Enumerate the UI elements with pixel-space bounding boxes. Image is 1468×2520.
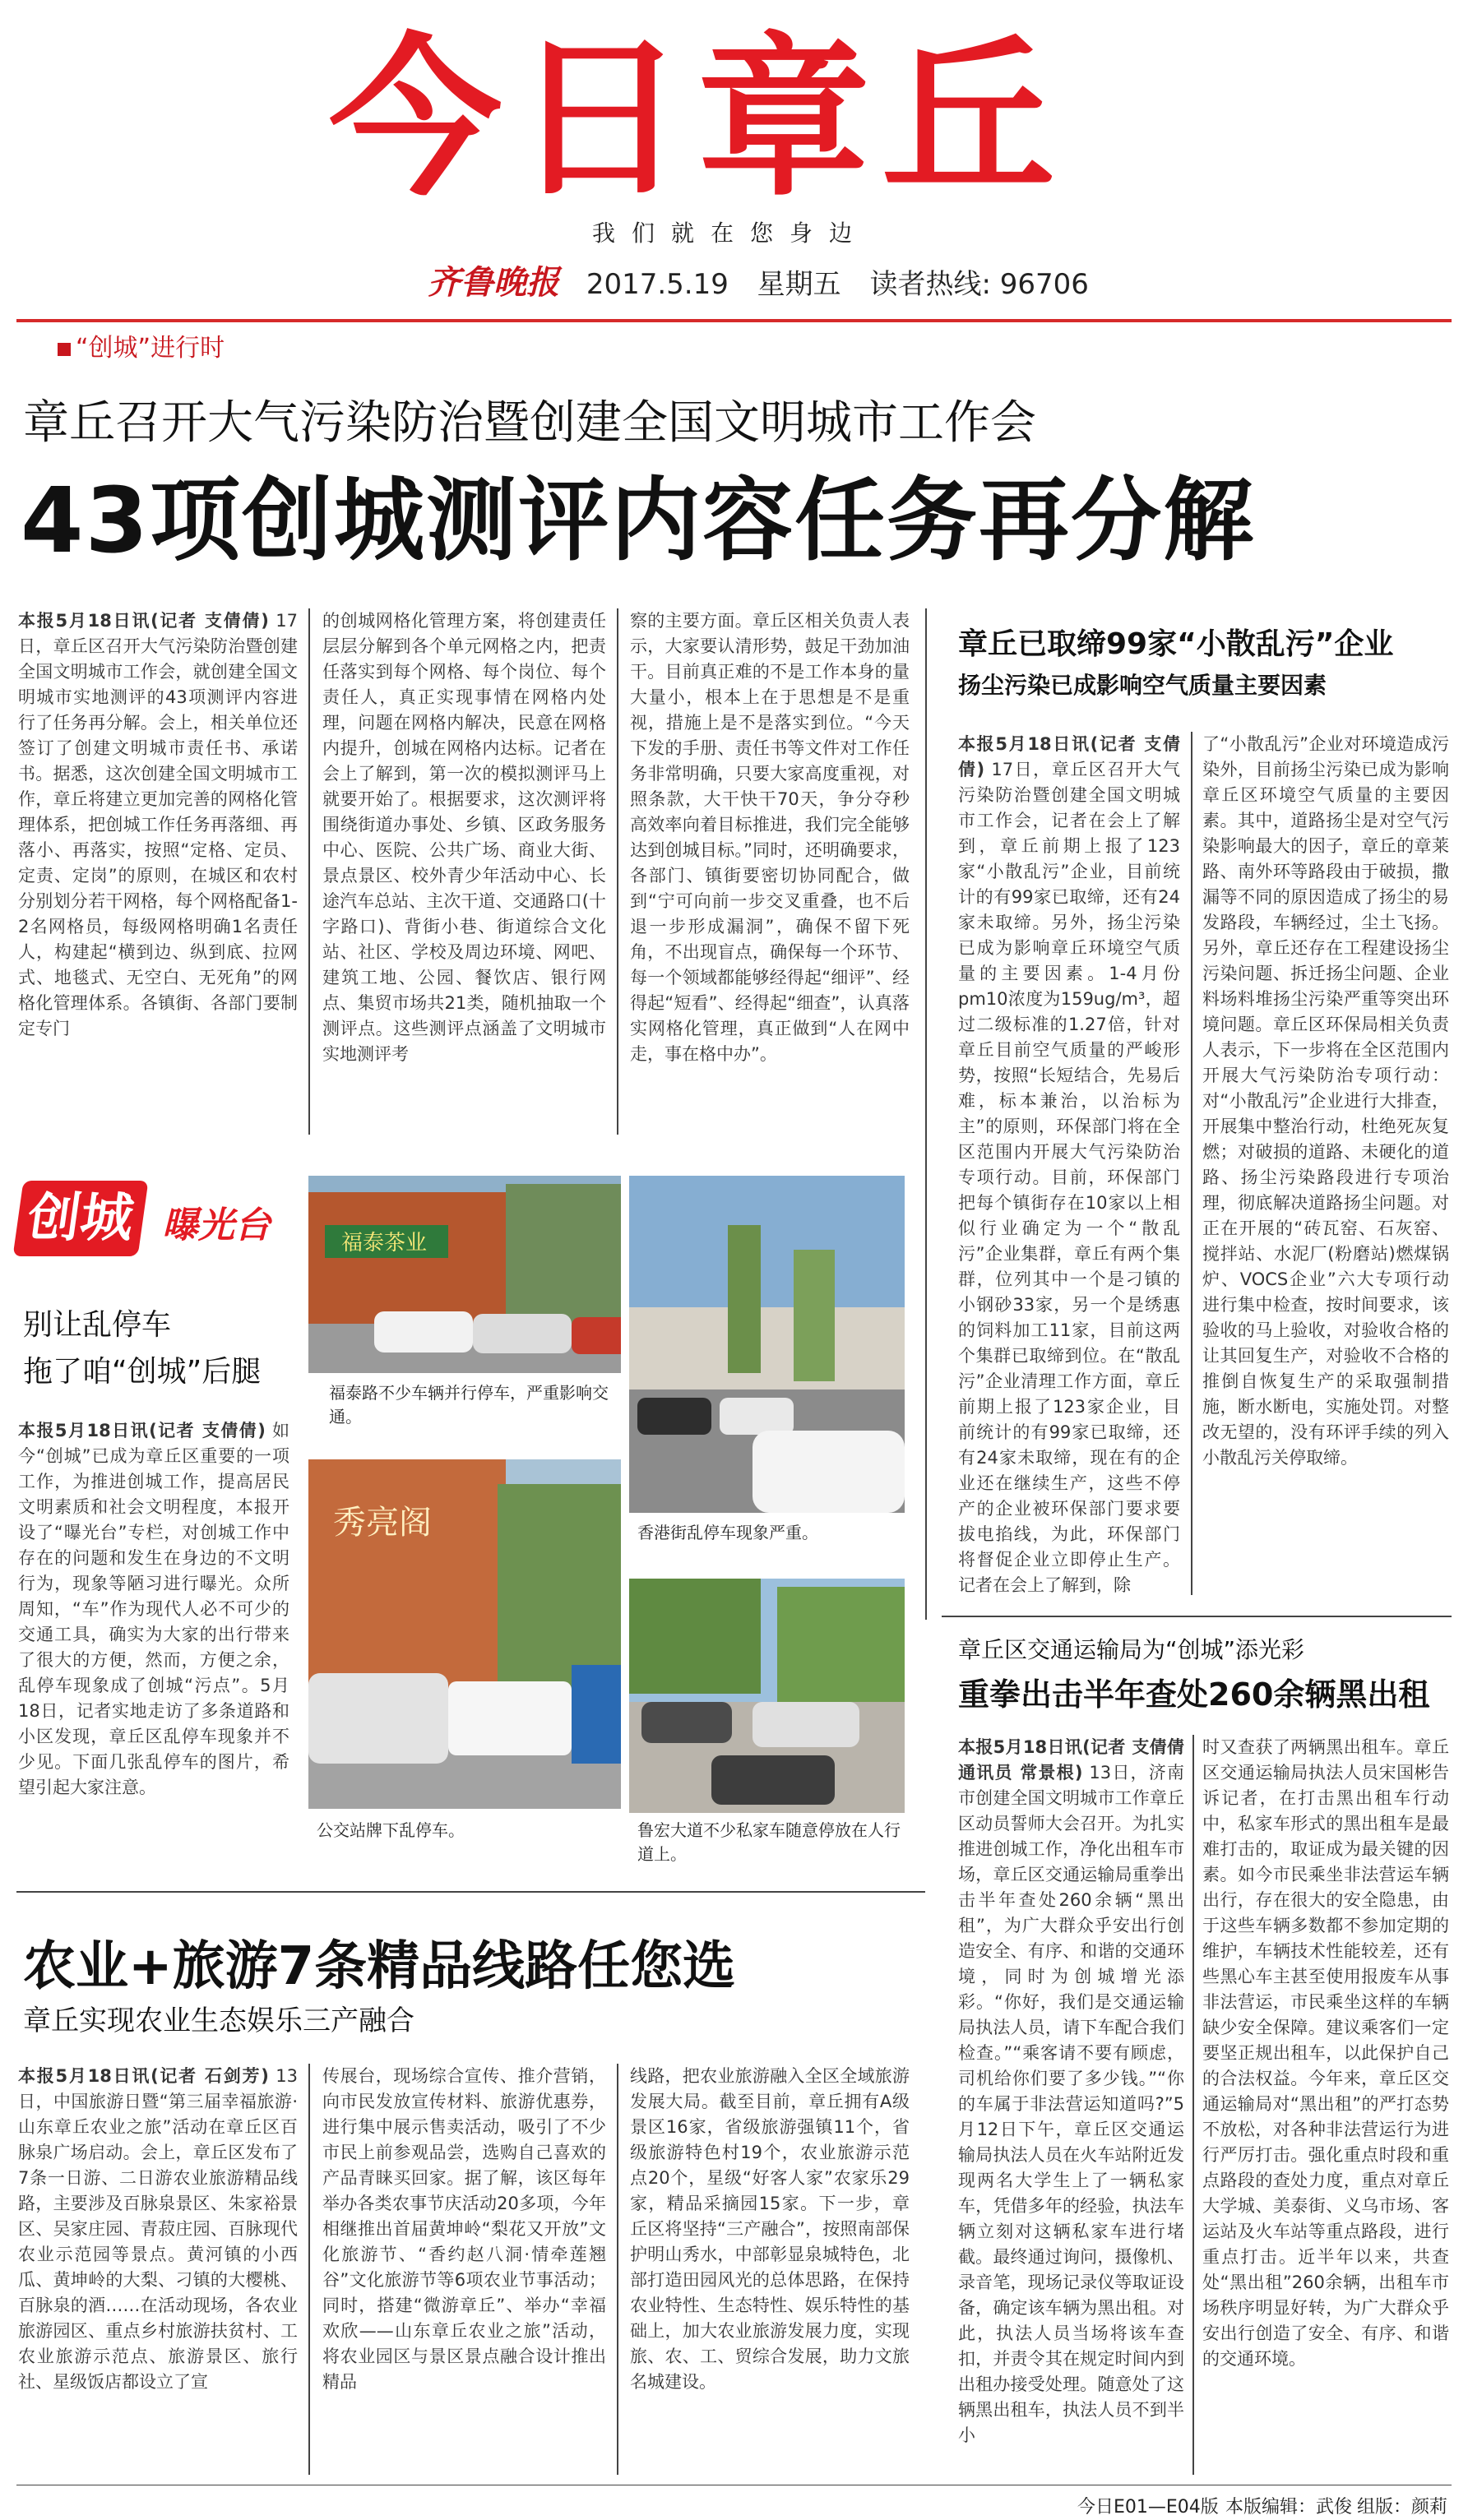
- col-divider: [308, 2064, 310, 2475]
- expose-badge-red: 创城: [13, 1181, 149, 1256]
- caption-3: 公交站牌下乱停车。: [317, 1820, 465, 1840]
- expose-byline: 本报5月18日讯(记者 支倩倩): [18, 1421, 266, 1440]
- expose-title-1: 别让乱停车: [23, 1308, 172, 1342]
- side1-kicker: 章丘已取缔99家“小散乱污”企业: [958, 627, 1394, 661]
- side2-byline: 本报5月18日讯(记者 支倩倩 通讯员 常景根): [958, 1737, 1184, 1782]
- agri-col-2: 传展台，现场综合宣传、推介营销，向市民发放宣传材料、旅游优惠券，进行集中展示售卖活动，吸引了不少市民上前参观品尝，选购自己喜欢的产品青睐买回家。据了解，该区每年举办各类农事节庆活动20多项，今年相继推出首届黄坤岭“梨花又开放”文化旅游节、“香约赵八洞·情牵莲翘谷”文化旅游节等6项农业节事活动；同时，搭建“微游章丘”、举办“幸福欢欣——山东章丘农业之旅”活动，将农业园区与景区景点融合设计推出精品: [322, 2066, 606, 2392]
- col-divider: [617, 2064, 618, 2475]
- caption-4: 鲁宏大道不少私家车随意停放在人行道上。: [637, 1820, 901, 1864]
- issue-weekday: 星期五: [757, 268, 841, 301]
- side-divider: [925, 608, 927, 1620]
- agri-col-1: [18, 2064, 298, 2475]
- lead-col-2: 的创城网格化管理方案，将创建责任层层分解到各个单元网格之内，把责任落实到每个网格、每个岗位、每个责任人，真正实现事情在网格内处理，问题在网格内解决，民意在网格内提升，创城在网格内达标。记者在会上了解到，第一次的模拟测评马上就要开始了。根据要求，这次测评将围绕街道办事处、乡镇、区政务服务中心、医院、公共广场、商业大街、景点景区、校外青少年活动中心、长途汽车总站、主次干道、交通路口(十字路口)、背街小巷、街道综合文化站、社区、学校及周边环境、网吧、建筑工地、公园、餐饮店、银行网点、集贸市场共21类，随机抽取一个测评点。这些测评点涵盖了文明城市实地测评考: [322, 611, 606, 1064]
- side2-kicker: 章丘区交通运输局为“创城”添光彩: [958, 1636, 1305, 1663]
- side1-col-2: 了“小散乱污”企业对环境造成污染外，目前扬尘污染已成为影响章丘区环境空气质量的主要因素。其中，道路扬尘是对空气污染影响最大的因子，章丘的章莱路、南外环等路段由于破损，撒漏等不同的原因造成了扬尘的易发路段，车辆经过，尘土飞扬。另外，章丘还存在工程建设扬尘污染问题、拆迁扬尘问题、企业料场料堆扬尘污染严重等突出环境问题。章丘区环保局相关负责人表示，下一步将在全区范围内开展大气污染防治专项行动：对“小散乱污”企业进行大排查，开展集中整治行动，杜绝死灰复燃；对破损的道路、未硬化的道路、扬尘污染路段进行专项治理，彻底解决道路扬尘问题。对正在开展的“砖瓦窑、石灰窑、搅拌站、水泥厂(粉磨站)燃煤锅炉、VOCS企业”六大专项行动进行集中检查，按时间要求，该验收的马上验收，对验收合格的让其回复生产，对验收不合格的推倒自恢复生产的采取强制措施，断水断电，实施处罚。对整改无望的，没有环评手续的列入小散乱污关停取缔。: [1202, 734, 1449, 1468]
- side2-col-2: 时又查获了两辆黑出租车。章丘区交通运输局执法人员宋国彬告诉记者，在打击黑出租车行动中，私家车形式的黑出租车是最难打击的，取证成为最关键的因素。如今市民乘坐非法营运车辆出行，存在很大的安全隐患，由于这些车辆多数都不参加定期的维护，车辆技术性能较差，还有些黑心车主甚至使用报废车从事非法营运，市民乘坐这样的车辆缺少安全保障。建议乘客们一定要坚正规出租车，以此保护自己的合法权益。今年来，章丘区交通运输局对“黑出租”的严打态势不放松，对各种非法营运行为进行严厉打击。强化重点时段和重点路段的查处力度，重点对章丘大学城、美泰街、义乌市场、客运站及火车站等重点路段，进行重点打击。近半年以来，共查处“黑出租”260余辆，出租车市场秩序明显好转，为广大群众乎安出行创造了安全、有序、和谐的交通环境。: [1202, 1737, 1449, 2369]
- expose-text: 如今“创城”已成为章丘区重要的一项工作，为推进创城工作，提高居民文明素质和社会文明程度，本报开设了“曝光台”专栏，对创城工作中存在的问题和发生在身边的不文明行为，现象等陋习进行曝光。众所周知，“车”作为现代人必不可少的交通工具，确实为大家的出行带来了很大的方便，然而，方便之余，乱停车现象成了创城“污点”。5月18日，记者实地走访了多条道路和小区发现，章丘区乱停车现象并不少见。下面几张乱停车的图片，希望引起大家注意。: [18, 1421, 289, 1797]
- expose-title-2: 拖了咱“创城”后腿: [23, 1355, 262, 1389]
- footer: [0, 2491, 1468, 2520]
- lead-text-1: 17日，章丘区召开大气污染防治暨创建全国文明城市工作会，就创建全国文明城市实地测评的43项测评内容进行了任务再分解。会上，相关单位还签订了创建文明城市责任书、承诺书。据悉，这次创建全国文明城市工作，章丘将建立更加完善的网格化管理体系，把创城工作任务再落细、再落小、再落实，按照“定格、定员、定责、定岗”的原则，在城区和农村分别划分若干网格，每个网格配备1-2名网格员，每级网格明确1名责任人，构建起“横到边、纵到底、拉网式、地毯式、无空白、无死角”的网格化管理体系。各镇街、各部门要制定专门: [18, 611, 298, 1038]
- masthead: [0, 0, 1468, 329]
- side1-sub: 扬尘污染已成影响空气质量主要因素: [958, 672, 1327, 699]
- masthead-rule: [16, 319, 1452, 322]
- agri-kicker: 章丘实现农业生态娱乐三产融合: [23, 2004, 414, 2037]
- photo-luhong-avenue: [629, 1579, 905, 1813]
- col-divider: [1192, 1735, 1194, 2475]
- section-square-icon: [58, 343, 71, 356]
- street-photo-icon: [629, 1176, 905, 1513]
- agri-col-3: 线路，把农业旅游融入全区全域旅游发展大局。截至目前，章丘拥有A级景区16家，省级旅游强镇11个，省级旅游特色村19个，农业旅游示范点20个，星级“好客人家”农家乐29家，精品采摘园15家。下一步，章丘区将坚持“三产融合”，按照南部保护明山秀水，中部彰显泉城特色，北部打造田园风光的总体思路，在保持农业特性、生态特性、娱乐特性的基础上，加大农业旅游发展力度，实现旅、农、工、贸综合发展，助力文旅名城建设。: [630, 2066, 910, 2392]
- footer-proof: 组版：颜莉: [1357, 2497, 1448, 2518]
- side2-text-1: 13日，济南市创建全国文明城市工作章丘区动员誓师大会召开。为扎实推进创城工作，净化出租车市场，章丘区交通运输局重拳出击半年查处260余辆“黑出租”，为广大群众乎安出行创造安全、有序、和谐的交通环境，同时为创城增光添彩。“你好，我们是交通运输局执法人员，请下车配合我们检查。”“乘客请不要有顾虑，司机给你们要了多少钱。”“你的车属于非法营运知道吗?”5月12日下午，章丘区交通运输局执法人员在火车站附近发现两名大学生上了一辆私家车，凭借多年的经验，执法车辆立刻对这辆私家车进行堵截。最终通过询问，摄像机、录音笔，现场记录仪等取证设备，确定该车辆为黑出租。对此，执法人员当场将该车查扣，并责令其在规定时间内到出租办接受处理。随意处了这辆黑出租车，执法人员不到半小: [958, 1763, 1184, 2445]
- section-label: “创城”进行时: [58, 327, 225, 363]
- side2-headline: 重拳出击半年查处260余辆黑出租: [958, 1676, 1430, 1713]
- shop-sign-text: 秀亮阁: [333, 1504, 432, 1542]
- photo-bus-stop: [308, 1459, 621, 1809]
- agri-rule: [16, 1891, 925, 1893]
- side1-text-1: 17日，章丘区召开大气污染防治暨创建全国文明城市工作会，记者在会上了解到，章丘前期上报了123家“小散乱污”企业，目前统计的有99家已取缔，还有24家未取缔。另外，扬尘污染已成为影响章丘环境空气质量的主要因素。1-4月份pm10浓度为159ug/m³，超过二级标准的1.27倍，针对章丘目前空气质量的严峻形势，按照“长短结合，先易后难，标本兼治，以治标为主”的原则，环保部门将在全区范围内开展大气污染防治专项行动。目前，环保部门把每个镇街存在10家以上相似行业确定为一个“散乱污”企业集群，章丘有两个集群，位列其中一个是刁镇的小钢砂33家，另一个是绣惠的饲料加工11家，目前这两个集群已取缔到位。在“散乱污”企业清理工作方面，章丘前期上报了123家企业，目前统计的有99家已取缔，还有24家未取缔，现在有的企业还在继续生产，这些不停产的企业被环保部门要求要拔电掐线，为此，环保部门将督促企业立即停止生产。记者在会上了解到，除: [958, 760, 1180, 1595]
- street-photo-icon: [629, 1579, 905, 1813]
- footer-editor: 本版编辑：武俊: [1225, 2497, 1353, 2518]
- expose-badge: [18, 1176, 314, 1274]
- caption-1: 福泰路不少车辆并行停车，严重影响交通。: [329, 1383, 609, 1426]
- issue-date: 2017.5.19: [586, 268, 729, 301]
- col-divider: [1191, 732, 1192, 1595]
- lead-col-1: [18, 608, 298, 1135]
- expose-badge-text: 曝光台: [162, 1205, 271, 1246]
- street-photo-icon: [308, 1176, 621, 1373]
- paper-title: 今日章丘: [329, 18, 1067, 220]
- footer-edition: 今日E01—E04版: [1077, 2497, 1219, 2518]
- lead-kicker: 章丘召开大气污染防治暨创建全国文明城市工作会: [23, 396, 1036, 450]
- caption-2: 香港街乱停车现象严重。: [637, 1523, 818, 1542]
- brand-logo: 齐鲁晚报: [428, 263, 559, 302]
- col-divider: [617, 608, 618, 1135]
- side1-col-1: [958, 732, 1180, 1595]
- reader-hotline: 读者热线: 96706: [869, 268, 1089, 301]
- photo-futai-road: [308, 1176, 621, 1373]
- lead-headline: 43项创城测评内容任务再分解: [21, 468, 1256, 573]
- slogan: 我们就在您身边: [592, 220, 869, 247]
- agri-text-1: 13日，中国旅游日暨“第三届幸福旅游·山东章丘农业之旅”活动在章丘区百脉泉广场启动。会上，章丘区发布了7条一日游、二日游农业旅游精品线路，主要涉及百脉泉景区、朱家裕景区、吴家庄园、青菽庄园、百脉现代农业示范园等景点。黄河镇的小西瓜、黄坤岭的大梨、刁镇的大樱桃、百脉泉的酒……在活动现场，各农业旅游园区、重点乡村旅游扶贫村、工农业旅游示范点、旅游景区、旅行社、星级饭店都设立了宣: [18, 2066, 298, 2392]
- side2-col-1: [958, 1735, 1184, 2475]
- agri-byline: 本报5月18日讯(记者 石剑芳): [18, 2066, 269, 2086]
- lead-byline: 本报5月18日讯(记者 支倩倩): [18, 611, 269, 631]
- side1-byline: 本报5月18日讯(记者 支倩倩): [958, 734, 1180, 779]
- col-divider: [308, 608, 310, 1135]
- side2-rule: [942, 1616, 1452, 1617]
- issue-line: [428, 257, 1109, 303]
- agri-headline: 农业+旅游7条精品线路任您选: [23, 1936, 736, 1997]
- lead-col-3: 察的主要方面。章丘区相关负责人表示，大家要认清形势，鼓足干劲加油干。目前真正难的不是工作本身的量大量小，根本上在于思想是不是重视，措施上是不是落实到位。“今天下发的手册、责任书等文件对工作任务非常明确，只要大家高度重视，对照条款，大干快干70天，争分夺秒高效率向着目标推进，我们完全能够达到创城目标。”同时，还明确要求，各部门、镇街要密切协同配合，做到“宁可向前一步交叉重叠，也不后退一步形成漏洞”，确保不留下死角，不出现盲点，确保每一个环节、每一个领域都能够经得起“细评”、经得起“短看”、经得起“细查”，认真落实网格化管理，真正做到“人在网中走，事在格中办”。: [630, 611, 910, 1064]
- photo-hongkong-street: [629, 1176, 905, 1513]
- expose-col: [18, 1418, 289, 1866]
- shop-sign-text: 福泰茶业: [341, 1231, 428, 1255]
- street-photo-icon: [308, 1459, 621, 1809]
